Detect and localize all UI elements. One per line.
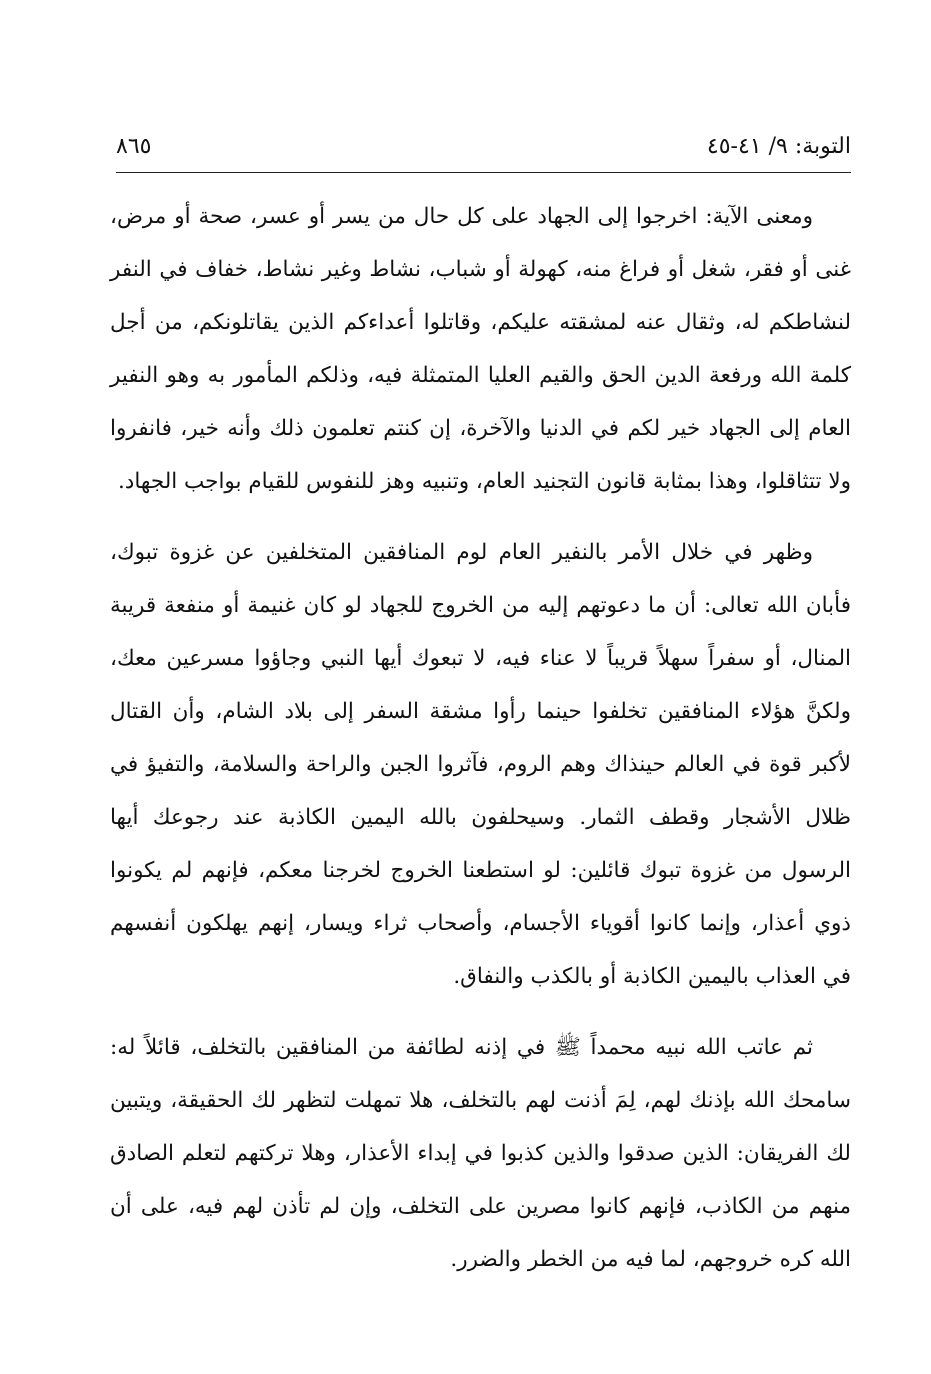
page-header [116, 128, 851, 173]
paragraph-verse-meaning: ومعنى الآية: اخرجوا إلى الجهاد على كل حال من يسر أو عسر، صحة أو مرض، غنى أو فقر، شغل أو فراغ منه، كهولة أو شباب، نشاط وغير نشاط، خفاف في النفر لنشاطكم له، وثقال عنه لمشقته عليكم، وقاتلوا أعداءكم الذين يقاتلونكم، من أجل كلمة الله ورفعة الدين الحق والقيم العليا المتمثلة فيه، وذلكم المأمور به وهو النفير العام إلى الجهاد خير لكم في الدنيا والآخرة، إن كنتم تعلمون ذلك وأنه خير، فانفروا ولا تتثاقلوا، وهذا بمثابة قانون التجنيد العام، وتنبيه وهز للنفوس للقيام بواجب الجهاد. [110, 204, 851, 494]
page-number: ٨٦٥ [116, 134, 152, 159]
running-head: التوبة: ٩/ ٤١-٤٥ [706, 134, 851, 159]
paragraph-hypocrites-blame: وظهر في خلال الأمر بالنفير العام لوم المنافقين المتخلفين عن غزوة تبوك، فأبان الله تعالى: أن ما دعوتهم إليه من الخروج للجهاد لو كان غنيمة أو منفعة قريبة المنال، أو سفراً سهلاً قريباً لا عناء فيه، لا تبعوك أيها النبي وجاؤوا مسرعين معك، ولكنَّ هؤلاء المنافقين تخلفوا حينما رأوا مشقة السفر إلى بلاد الشام، وأن القتال لأكبر قوة في العالم حينذاك وهم الروم، فآثروا الجبن والراحة والسلامة، والتفيؤ في ظلال الأشجار وقطف الثمار. وسيحلفون بالله اليمين الكاذبة عند رجوعك أيها الرسول من غزوة تبوك قائلين: لو استطعنا الخروج لخرجنا معكم، فإنهم لم يكونوا ذوي أعذار، وإنما كانوا أقوياء الأجسام، وأصحاب ثراء ويسار، إنهم يهلكون أنفسهم في العذاب باليمين الكاذبة أو بالكذب والنفاق. [110, 540, 851, 989]
paragraph-prophet-admonished: ثم عاتب الله نبيه محمداً ﷺ في إذنه لطائفة من المنافقين بالتخلف، قائلاً له: سامحك الله بإذنك لهم، لِمَ أذنت لهم بالتخلف، هلا تمهلت لتظهر لك الحقيقة، ويتبين لك الفريقان: الذين صدقوا والذين كذبوا في إبداء الأعذار، وهلا تركتهم لتعلم الصادق منهم من الكاذب، فإنهم كانوا مصرين على التخلف، وإن لم تأذن لهم فيه، على أن الله كره خروجهم، لما فيه من الخطر والضرر. [110, 1035, 851, 1272]
page-body [110, 190, 851, 1304]
